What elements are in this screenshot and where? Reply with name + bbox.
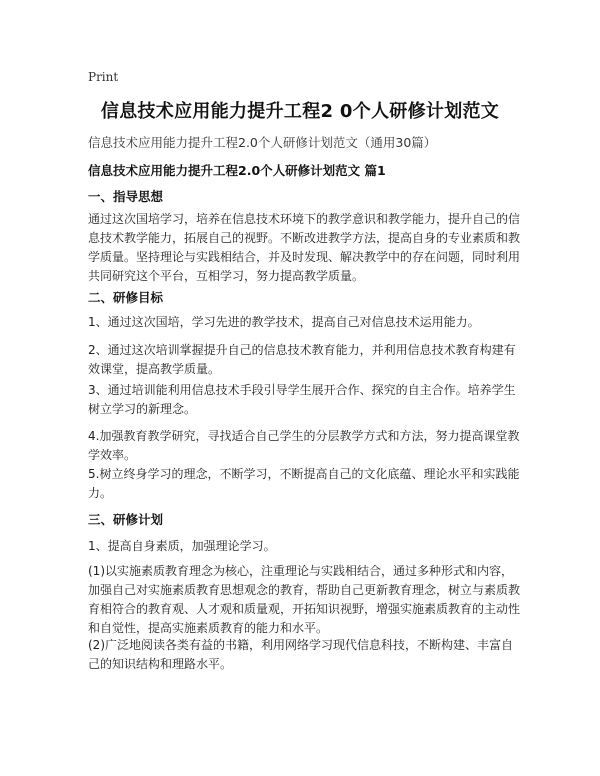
paragraph-plan-1a: (1)以实施素质教育理念为核心，注重理论与实践相结合，通过多种形式和内容，加强自己对实施素质教育思想观念的教育，帮助自己更新教育理念，树立与素质教育相符合的教育观、人才观和质量观，开拓知识视野，增强实施素质教育的主动性和自觉性，提高实施素质教育的能力和水平。 <box>88 564 521 635</box>
article-heading: 信息技术应用能力提升工程2.0个人研修计划范文 篇1 <box>88 163 386 178</box>
paragraph-goal-1: 1、通过这次国培，学习先进的教学技术，提高自己对信息技术运用能力。 <box>88 315 480 329</box>
heading-training-goals: 二、研修目标 <box>88 290 164 305</box>
paragraph-goal-5: 5.树立终身学习的理念，不断学习，不断提高自己的文化底蕴、理论水平和实践能力。 <box>88 467 520 500</box>
document-title: 信息技术应用能力提升工程2 0个人研修计划范文 <box>100 101 500 122</box>
paragraph-plan-1: 1、提高自身素质，加强理论学习。 <box>88 539 276 553</box>
heading-training-plan: 三、研修计划 <box>88 512 164 527</box>
print-label: Print <box>88 70 119 84</box>
document-subtitle: 信息技术应用能力提升工程2.0个人研修计划范文（通用30篇） <box>88 135 437 150</box>
paragraph-plan-1b: (2)广泛地阅读各类有益的书籍，利用网络学习现代信息科技，不断构建、丰富自己的知识结构和理路水平。 <box>88 638 514 671</box>
paragraph-goal-4: 4.加强教育教学研究，寻找适合自己学生的分层教学方式和方法，努力提高课堂教学效率。 <box>88 429 520 462</box>
paragraph-goal-3: 3、通过培训能利用信息技术手段引导学生展开合作、探究的自主合作。培养学生树立学习的新理念。 <box>88 383 516 416</box>
paragraph-goal-2: 2、通过这次培训掌握提升自己的信息技术教育能力，并利用信息技术教育构建有效课堂，提高教学质量。 <box>88 343 516 376</box>
paragraph-guiding-thought: 通过这次国培学习，培养在信息技术环境下的教学意识和教学能力，提升自己的信息技术教学能力，拓展自己的视野。不断改进教学方法，提高自身的专业素质和教学质量。坚持理论与实践相结合，并及时发现、解决教学中的存在问题，同时利用共同研究这个平台，互相学习，努力提高教学质量。 <box>88 212 521 283</box>
heading-guiding-thought: 一、指导思想 <box>88 189 164 204</box>
